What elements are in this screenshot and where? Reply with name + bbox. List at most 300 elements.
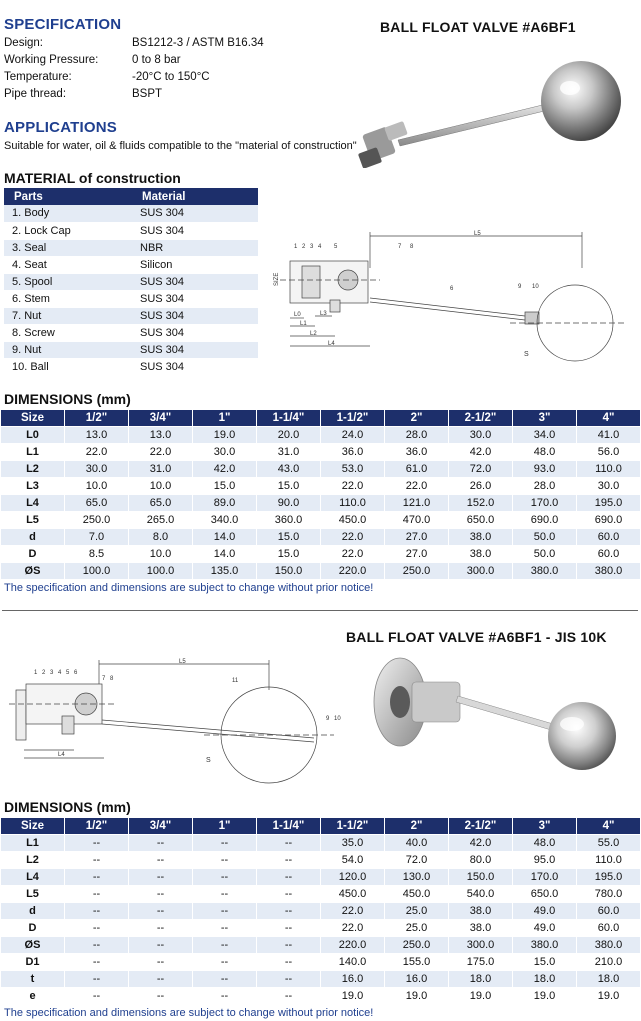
dim-cell: -- — [65, 886, 129, 903]
dim-cell: 22.0 — [65, 444, 129, 461]
dim-cell: 450.0 — [385, 886, 449, 903]
spec-value: BS1212-3 / ASTM B16.34 — [132, 37, 264, 49]
dim-header: 1/2" — [65, 410, 129, 427]
dim-cell: 470.0 — [385, 512, 449, 529]
dim-row-label: d — [1, 529, 65, 546]
dimensions-table-2 — [0, 817, 641, 1005]
dim-cell: -- — [193, 886, 257, 903]
dim-cell: 690.0 — [577, 512, 641, 529]
dim-cell: 300.0 — [449, 937, 513, 954]
dim-cell: -- — [257, 903, 321, 920]
drawing1-label-l5: L5 — [474, 231, 481, 237]
dim-cell: -- — [129, 971, 193, 988]
material-part: 1. Body — [4, 205, 132, 222]
drawing1-callout-10: 10 — [532, 284, 539, 290]
dim-cell: -- — [193, 988, 257, 1005]
drawing2-callout-8: 8 — [110, 676, 114, 682]
material-value: SUS 304 — [132, 290, 258, 307]
dimensions-table-1 — [0, 409, 641, 580]
dim-cell: 135.0 — [193, 563, 257, 580]
dim-cell: -- — [193, 971, 257, 988]
dim-cell: 380.0 — [513, 563, 577, 580]
dim-row — [1, 427, 641, 444]
dim-cell: 450.0 — [321, 512, 385, 529]
dim-cell: 61.0 — [385, 461, 449, 478]
material-part: 2. Lock Cap — [4, 222, 132, 239]
dim-cell: 65.0 — [129, 495, 193, 512]
dim-row — [1, 988, 641, 1005]
dim-cell: 42.0 — [449, 444, 513, 461]
dim-cell: -- — [129, 886, 193, 903]
dim-cell: 10.0 — [129, 546, 193, 563]
dim-cell: 30.0 — [65, 461, 129, 478]
dim-cell: 100.0 — [129, 563, 193, 580]
dim-row — [1, 546, 641, 563]
dim-cell: 152.0 — [449, 495, 513, 512]
dim-row-label: L5 — [1, 886, 65, 903]
material-value: NBR — [132, 239, 258, 256]
float-valve-photo — [358, 58, 628, 168]
dim-row-label: L2 — [1, 461, 65, 478]
material-part: 3. Seal — [4, 239, 132, 256]
dim-cell: 48.0 — [513, 835, 577, 852]
dim-cell: 140.0 — [321, 954, 385, 971]
dim-cell: 30.0 — [193, 444, 257, 461]
dim-cell: 30.0 — [449, 427, 513, 444]
spec-value: BSPT — [132, 88, 163, 100]
material-table — [4, 188, 258, 376]
dim-cell: -- — [65, 835, 129, 852]
dim-cell: 175.0 — [449, 954, 513, 971]
drawing2-callout-7: 7 — [102, 676, 106, 682]
dim-cell: 50.0 — [513, 546, 577, 563]
dim-cell: 170.0 — [513, 495, 577, 512]
dim-row-label: ØS — [1, 937, 65, 954]
dim-cell: -- — [193, 869, 257, 886]
dim-cell: 690.0 — [513, 512, 577, 529]
dim-cell: 49.0 — [513, 920, 577, 937]
dim-cell: 20.0 — [257, 427, 321, 444]
dim-cell: 100.0 — [65, 563, 129, 580]
drawing1-callout-2: 2 — [302, 244, 306, 250]
dimensions-note-1: The specification and dimensions are subject to change without prior notice! — [4, 582, 374, 594]
dim-cell: 15.0 — [193, 478, 257, 495]
dim-cell: 540.0 — [449, 886, 513, 903]
dim-cell: 195.0 — [577, 869, 641, 886]
dim-cell: 780.0 — [577, 886, 641, 903]
dim-row-label: L1 — [1, 444, 65, 461]
dim-cell: 22.0 — [385, 478, 449, 495]
drawing1-callout-1: 1 — [294, 244, 298, 250]
dim-row — [1, 937, 641, 954]
dim-header: 3/4" — [129, 410, 193, 427]
drawing1-label-l3: L3 — [320, 311, 327, 317]
dim-cell: 15.0 — [513, 954, 577, 971]
dim-cell: -- — [129, 920, 193, 937]
dim-row — [1, 444, 641, 461]
dim-row — [1, 512, 641, 529]
dim-cell: 49.0 — [513, 903, 577, 920]
dim-cell: 220.0 — [321, 563, 385, 580]
drawing1-label-l2: L2 — [310, 331, 317, 337]
dim-cell: 72.0 — [449, 461, 513, 478]
dim-cell: 22.0 — [129, 444, 193, 461]
dim-row — [1, 835, 641, 852]
drawing2-callout-9: 9 — [326, 716, 330, 722]
drawing2-callout-1: 1 — [34, 670, 38, 676]
dim-cell: -- — [65, 954, 129, 971]
dim-cell: 19.0 — [449, 988, 513, 1005]
dim-cell: -- — [193, 835, 257, 852]
dim-cell: 65.0 — [65, 495, 129, 512]
dim-header: 1-1/2" — [321, 410, 385, 427]
dim-cell: 53.0 — [321, 461, 385, 478]
material-value: SUS 304 — [132, 341, 258, 358]
drawing2-callout-11: 11 — [232, 678, 239, 684]
dim-cell: -- — [257, 869, 321, 886]
dim-cell: 8.0 — [129, 529, 193, 546]
material-part: 7. Nut — [4, 307, 132, 324]
dim-row — [1, 461, 641, 478]
dim-cell: 300.0 — [449, 563, 513, 580]
material-row — [4, 222, 258, 239]
dim-cell: 18.0 — [449, 971, 513, 988]
dim-row — [1, 954, 641, 971]
material-value: SUS 304 — [132, 205, 258, 222]
dim-cell: 110.0 — [577, 461, 641, 478]
technical-drawing-2 — [4, 650, 354, 790]
dim-cell: 16.0 — [385, 971, 449, 988]
dim-cell: 26.0 — [449, 478, 513, 495]
dim-cell: 13.0 — [129, 427, 193, 444]
dim-cell: 27.0 — [385, 546, 449, 563]
dim-row — [1, 478, 641, 495]
dim-cell: 35.0 — [321, 835, 385, 852]
dim-row-label: L3 — [1, 478, 65, 495]
material-col-parts: Parts — [4, 188, 132, 205]
dim-cell: 25.0 — [385, 903, 449, 920]
dim-cell: 15.0 — [257, 546, 321, 563]
dim-cell: -- — [129, 954, 193, 971]
dim-row-label: L2 — [1, 852, 65, 869]
dim-cell: -- — [257, 920, 321, 937]
dim-row — [1, 886, 641, 903]
dim-cell: -- — [129, 835, 193, 852]
dim-row — [1, 852, 641, 869]
dim-cell: 60.0 — [577, 920, 641, 937]
dim-row — [1, 563, 641, 580]
dim-row — [1, 495, 641, 512]
dim-cell: -- — [257, 988, 321, 1005]
drawing2-label-l4: L4 — [58, 752, 65, 758]
material-row — [4, 256, 258, 273]
dim-row-label: L1 — [1, 835, 65, 852]
dim-cell: 8.5 — [65, 546, 129, 563]
dim-cell: 250.0 — [385, 563, 449, 580]
dim-cell: 110.0 — [321, 495, 385, 512]
dim-row — [1, 971, 641, 988]
dim-header: 1/2" — [65, 818, 129, 835]
dim-row-label: d — [1, 903, 65, 920]
dim-cell: 22.0 — [321, 903, 385, 920]
dim-cell: 150.0 — [257, 563, 321, 580]
dim-row-label: ØS — [1, 563, 65, 580]
dim-cell: 250.0 — [65, 512, 129, 529]
applications-heading: APPLICATIONS — [4, 119, 117, 136]
material-value: SUS 304 — [132, 307, 258, 324]
dim-row-label: L0 — [1, 427, 65, 444]
drawing2-callout-6: 6 — [74, 670, 78, 676]
drawing2-label-s: S — [206, 757, 211, 764]
dim-cell: 10.0 — [65, 478, 129, 495]
material-row — [4, 341, 258, 358]
drawing1-callout-5: 5 — [334, 244, 338, 250]
dim-cell: 22.0 — [321, 546, 385, 563]
dim-cell: 60.0 — [577, 903, 641, 920]
applications-text: Suitable for water, oil & fluids compatible to the "material of construction" — [4, 140, 357, 152]
dim-cell: -- — [193, 903, 257, 920]
dim-cell: 41.0 — [577, 427, 641, 444]
dim-cell: 38.0 — [449, 920, 513, 937]
dim-cell: 18.0 — [513, 971, 577, 988]
dim-cell: 19.0 — [385, 988, 449, 1005]
drawing1-callout-9: 9 — [518, 284, 522, 290]
dim-header: 2" — [385, 410, 449, 427]
dim-cell: 121.0 — [385, 495, 449, 512]
dim-row-label: t — [1, 971, 65, 988]
drawing2-label-l5: L5 — [179, 659, 186, 665]
material-row — [4, 205, 258, 222]
material-value: Silicon — [132, 256, 258, 273]
dim-cell: 36.0 — [385, 444, 449, 461]
float-valve-jis-photo — [370, 652, 636, 772]
dim-cell: -- — [257, 954, 321, 971]
dim-cell: 27.0 — [385, 529, 449, 546]
dim-cell: 36.0 — [321, 444, 385, 461]
drawing1-callout-7: 7 — [398, 244, 402, 250]
dim-cell: 34.0 — [513, 427, 577, 444]
dim-cell: 28.0 — [385, 427, 449, 444]
material-heading: MATERIAL of construction — [4, 170, 181, 186]
dim-cell: 16.0 — [321, 971, 385, 988]
dim-cell: 28.0 — [513, 478, 577, 495]
product-title: BALL FLOAT VALVE #A6BF1 — [380, 19, 576, 35]
dim-cell: 14.0 — [193, 529, 257, 546]
dim-cell: 7.0 — [65, 529, 129, 546]
dim-cell: -- — [129, 937, 193, 954]
dim-cell: 50.0 — [513, 529, 577, 546]
dim-header: 2-1/2" — [449, 410, 513, 427]
dimensions-heading-1: DIMENSIONS (mm) — [4, 391, 131, 407]
drawing2-callout-10: 10 — [334, 716, 341, 722]
dim-cell: 340.0 — [193, 512, 257, 529]
dim-cell: -- — [129, 903, 193, 920]
dim-cell: -- — [129, 852, 193, 869]
dimensions-heading-2: DIMENSIONS (mm) — [4, 799, 131, 815]
dimensions-note-2: The specification and dimensions are subject to change without prior notice! — [4, 1007, 374, 1019]
dim-cell: 38.0 — [449, 529, 513, 546]
dim-cell: -- — [65, 903, 129, 920]
dim-cell: 650.0 — [449, 512, 513, 529]
dim-cell: -- — [257, 971, 321, 988]
dim-cell: 89.0 — [193, 495, 257, 512]
drawing2-callout-5: 5 — [66, 670, 70, 676]
material-row — [4, 324, 258, 341]
material-row — [4, 307, 258, 324]
dim-header: 3/4" — [129, 818, 193, 835]
dim-cell: 95.0 — [513, 852, 577, 869]
dim-cell: 60.0 — [577, 529, 641, 546]
dim-header: 4" — [577, 818, 641, 835]
dim-cell: 93.0 — [513, 461, 577, 478]
dim-cell: 265.0 — [129, 512, 193, 529]
dim-cell: 110.0 — [577, 852, 641, 869]
dim-cell: 38.0 — [449, 903, 513, 920]
drawing1-callout-8: 8 — [410, 244, 414, 250]
dim-cell: -- — [65, 988, 129, 1005]
dim-row — [1, 869, 641, 886]
drawing1-label-l4: L4 — [328, 341, 335, 347]
dim-cell: 650.0 — [513, 886, 577, 903]
material-row — [4, 239, 258, 256]
dim-cell: 14.0 — [193, 546, 257, 563]
dim-cell: 22.0 — [321, 478, 385, 495]
dim-cell: 56.0 — [577, 444, 641, 461]
spec-label: Design: — [4, 37, 43, 49]
dim-row-label: D1 — [1, 954, 65, 971]
dim-header: 1" — [193, 818, 257, 835]
dim-cell: 120.0 — [321, 869, 385, 886]
material-value: SUS 304 — [132, 222, 258, 239]
product-title-2: BALL FLOAT VALVE #A6BF1 - JIS 10K — [346, 629, 607, 645]
dim-cell: 42.0 — [193, 461, 257, 478]
dim-row-label: e — [1, 988, 65, 1005]
dim-cell: 450.0 — [321, 886, 385, 903]
dim-cell: 19.0 — [513, 988, 577, 1005]
material-value: SUS 304 — [132, 324, 258, 341]
dim-header: 1-1/4" — [257, 818, 321, 835]
dim-cell: 24.0 — [321, 427, 385, 444]
dim-cell: -- — [257, 937, 321, 954]
drawing1-label-size: SIZE — [274, 272, 280, 286]
technical-drawing-1 — [270, 228, 635, 368]
dim-header: 1-1/4" — [257, 410, 321, 427]
section-divider — [2, 610, 638, 611]
dim-cell: 19.0 — [577, 988, 641, 1005]
dim-cell: 130.0 — [385, 869, 449, 886]
dim-cell: 48.0 — [513, 444, 577, 461]
material-part: 6. Stem — [4, 290, 132, 307]
dim-cell: 155.0 — [385, 954, 449, 971]
dim-cell: 31.0 — [129, 461, 193, 478]
dim-cell: -- — [65, 869, 129, 886]
dim-cell: -- — [193, 954, 257, 971]
dim-cell: 22.0 — [321, 529, 385, 546]
material-value: SUS 304 — [132, 273, 258, 290]
dim-header: Size — [1, 410, 65, 427]
dim-cell: 360.0 — [257, 512, 321, 529]
dim-row-label: L4 — [1, 869, 65, 886]
dim-header: 2-1/2" — [449, 818, 513, 835]
drawing1-label-l0: L0 — [294, 312, 301, 318]
dim-header: 3" — [513, 410, 577, 427]
drawing1-callout-4: 4 — [318, 244, 322, 250]
dim-cell: 38.0 — [449, 546, 513, 563]
dim-cell: 25.0 — [385, 920, 449, 937]
dim-cell: 40.0 — [385, 835, 449, 852]
material-part: 8. Screw — [4, 324, 132, 341]
drawing2-callout-3: 3 — [50, 670, 54, 676]
dim-row-label: L4 — [1, 495, 65, 512]
dim-cell: -- — [193, 852, 257, 869]
dim-cell: 15.0 — [257, 478, 321, 495]
dim-row-label: D — [1, 546, 65, 563]
dim-cell: 31.0 — [257, 444, 321, 461]
dim-row-label: D — [1, 920, 65, 937]
dim-row-label: L5 — [1, 512, 65, 529]
material-row — [4, 273, 258, 290]
dim-cell: 150.0 — [449, 869, 513, 886]
dim-cell: -- — [257, 886, 321, 903]
dim-header: 1" — [193, 410, 257, 427]
dim-cell: 54.0 — [321, 852, 385, 869]
dim-cell: 380.0 — [577, 937, 641, 954]
dim-cell: -- — [129, 869, 193, 886]
material-part: 9. Nut — [4, 341, 132, 358]
dim-cell: -- — [65, 852, 129, 869]
dim-cell: -- — [193, 937, 257, 954]
dim-cell: -- — [257, 835, 321, 852]
dim-cell: 19.0 — [321, 988, 385, 1005]
drawing2-callout-2: 2 — [42, 670, 46, 676]
drawing1-callout-6: 6 — [450, 286, 454, 292]
dim-cell: 55.0 — [577, 835, 641, 852]
dim-row — [1, 903, 641, 920]
dim-cell: 15.0 — [257, 529, 321, 546]
dim-cell: 42.0 — [449, 835, 513, 852]
drawing1-label-l1: L1 — [300, 321, 307, 327]
drawing2-callout-4: 4 — [58, 670, 62, 676]
spec-label: Working Pressure: — [4, 54, 99, 66]
dim-cell: 60.0 — [577, 546, 641, 563]
dim-cell: 170.0 — [513, 869, 577, 886]
dim-cell: 250.0 — [385, 937, 449, 954]
dim-cell: 210.0 — [577, 954, 641, 971]
dim-cell: 19.0 — [193, 427, 257, 444]
dim-cell: 195.0 — [577, 495, 641, 512]
dim-header: 1-1/2" — [321, 818, 385, 835]
dim-cell: -- — [129, 988, 193, 1005]
drawing1-callout-3: 3 — [310, 244, 314, 250]
material-row — [4, 358, 258, 375]
dim-cell: 22.0 — [321, 920, 385, 937]
dim-cell: 13.0 — [65, 427, 129, 444]
dim-header: 3" — [513, 818, 577, 835]
spec-value: -20°C to 150°C — [132, 71, 210, 83]
dim-cell: 72.0 — [385, 852, 449, 869]
dim-cell: 220.0 — [321, 937, 385, 954]
dim-cell: 30.0 — [577, 478, 641, 495]
material-value: SUS 304 — [132, 358, 258, 375]
dim-cell: 43.0 — [257, 461, 321, 478]
spec-label: Pipe thread: — [4, 88, 67, 100]
dim-header: 2" — [385, 818, 449, 835]
dim-cell: -- — [193, 920, 257, 937]
material-part: 10. Ball — [4, 358, 132, 375]
dim-row — [1, 920, 641, 937]
material-row — [4, 290, 258, 307]
dim-cell: 380.0 — [513, 937, 577, 954]
